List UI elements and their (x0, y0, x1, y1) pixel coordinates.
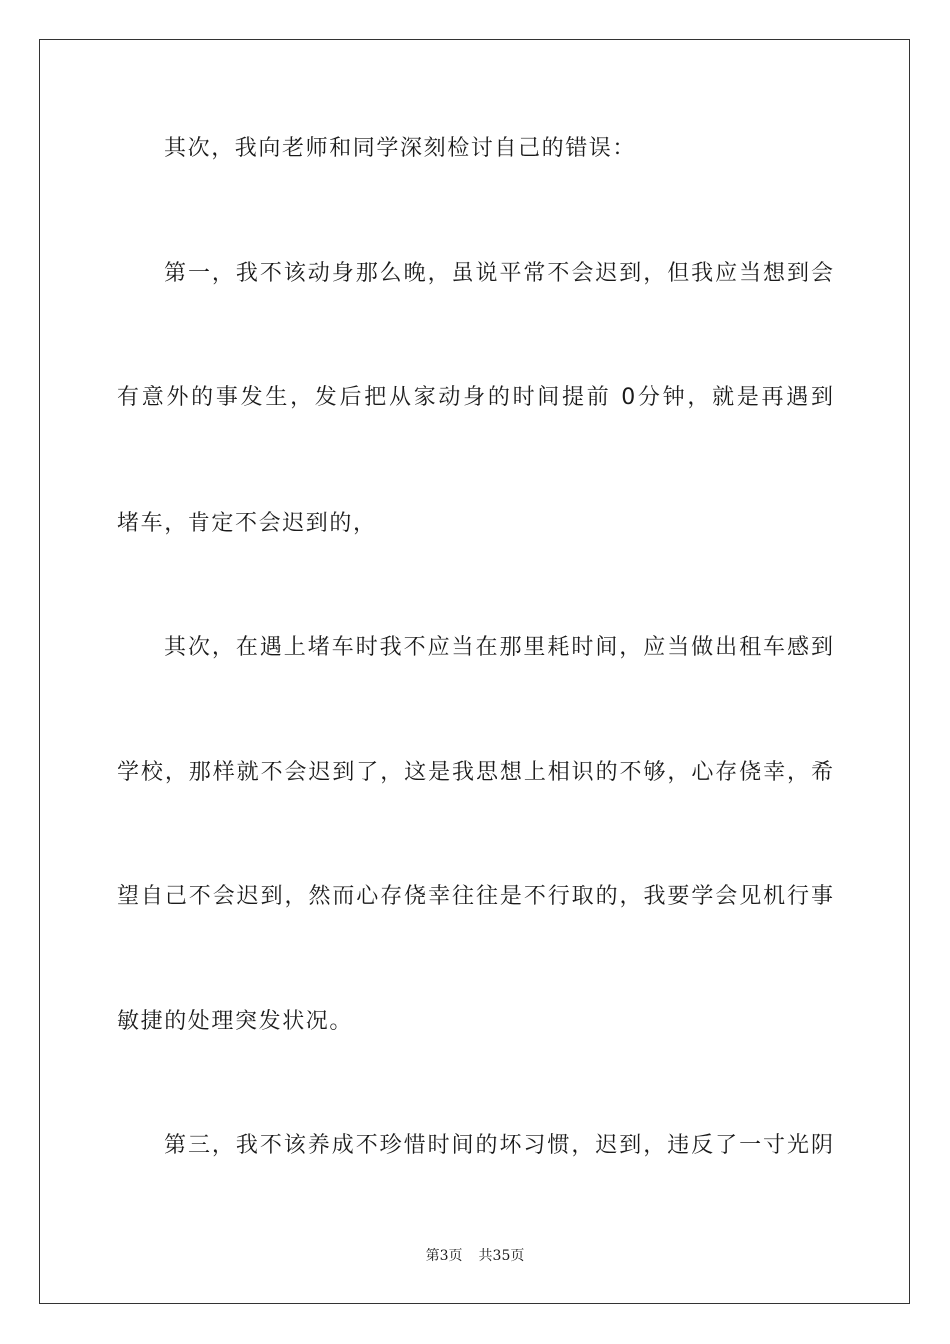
page-footer (0, 1247, 950, 1265)
page-border (39, 39, 910, 1304)
text-line: 堵车，肯定不会迟到的， (117, 511, 377, 536)
text-line: 望自己不会迟到，然而心存侥幸往往是不行取的，我要学会见机行事 (117, 884, 833, 909)
text-line: 敏捷的处理突发状况。 (117, 1009, 354, 1034)
total-pages: 共35页 (478, 1248, 525, 1264)
text-line: 第三，我不该养成不珍惜时间的坏习惯，迟到，违反了一寸光阴 (164, 1133, 833, 1158)
current-page-number: 第3页 (425, 1248, 463, 1264)
text-line: 学校，那样就不会迟到了，这是我思想上相识的不够，心存侥幸，希 (117, 760, 833, 785)
text-line: 第一，我不该动身那么晚，虽说平常不会迟到，但我应当想到会 (164, 261, 833, 286)
text-line: 其次，我向老师和同学深刻检讨自己的错误： (164, 136, 637, 161)
text-line: 有意外的事发生，发后把从家动身的时间提前 0分钟，就是再遇到 (117, 385, 833, 410)
text-line: 其次，在遇上堵车时我不应当在那里耗时间，应当做出租车感到 (164, 635, 833, 660)
